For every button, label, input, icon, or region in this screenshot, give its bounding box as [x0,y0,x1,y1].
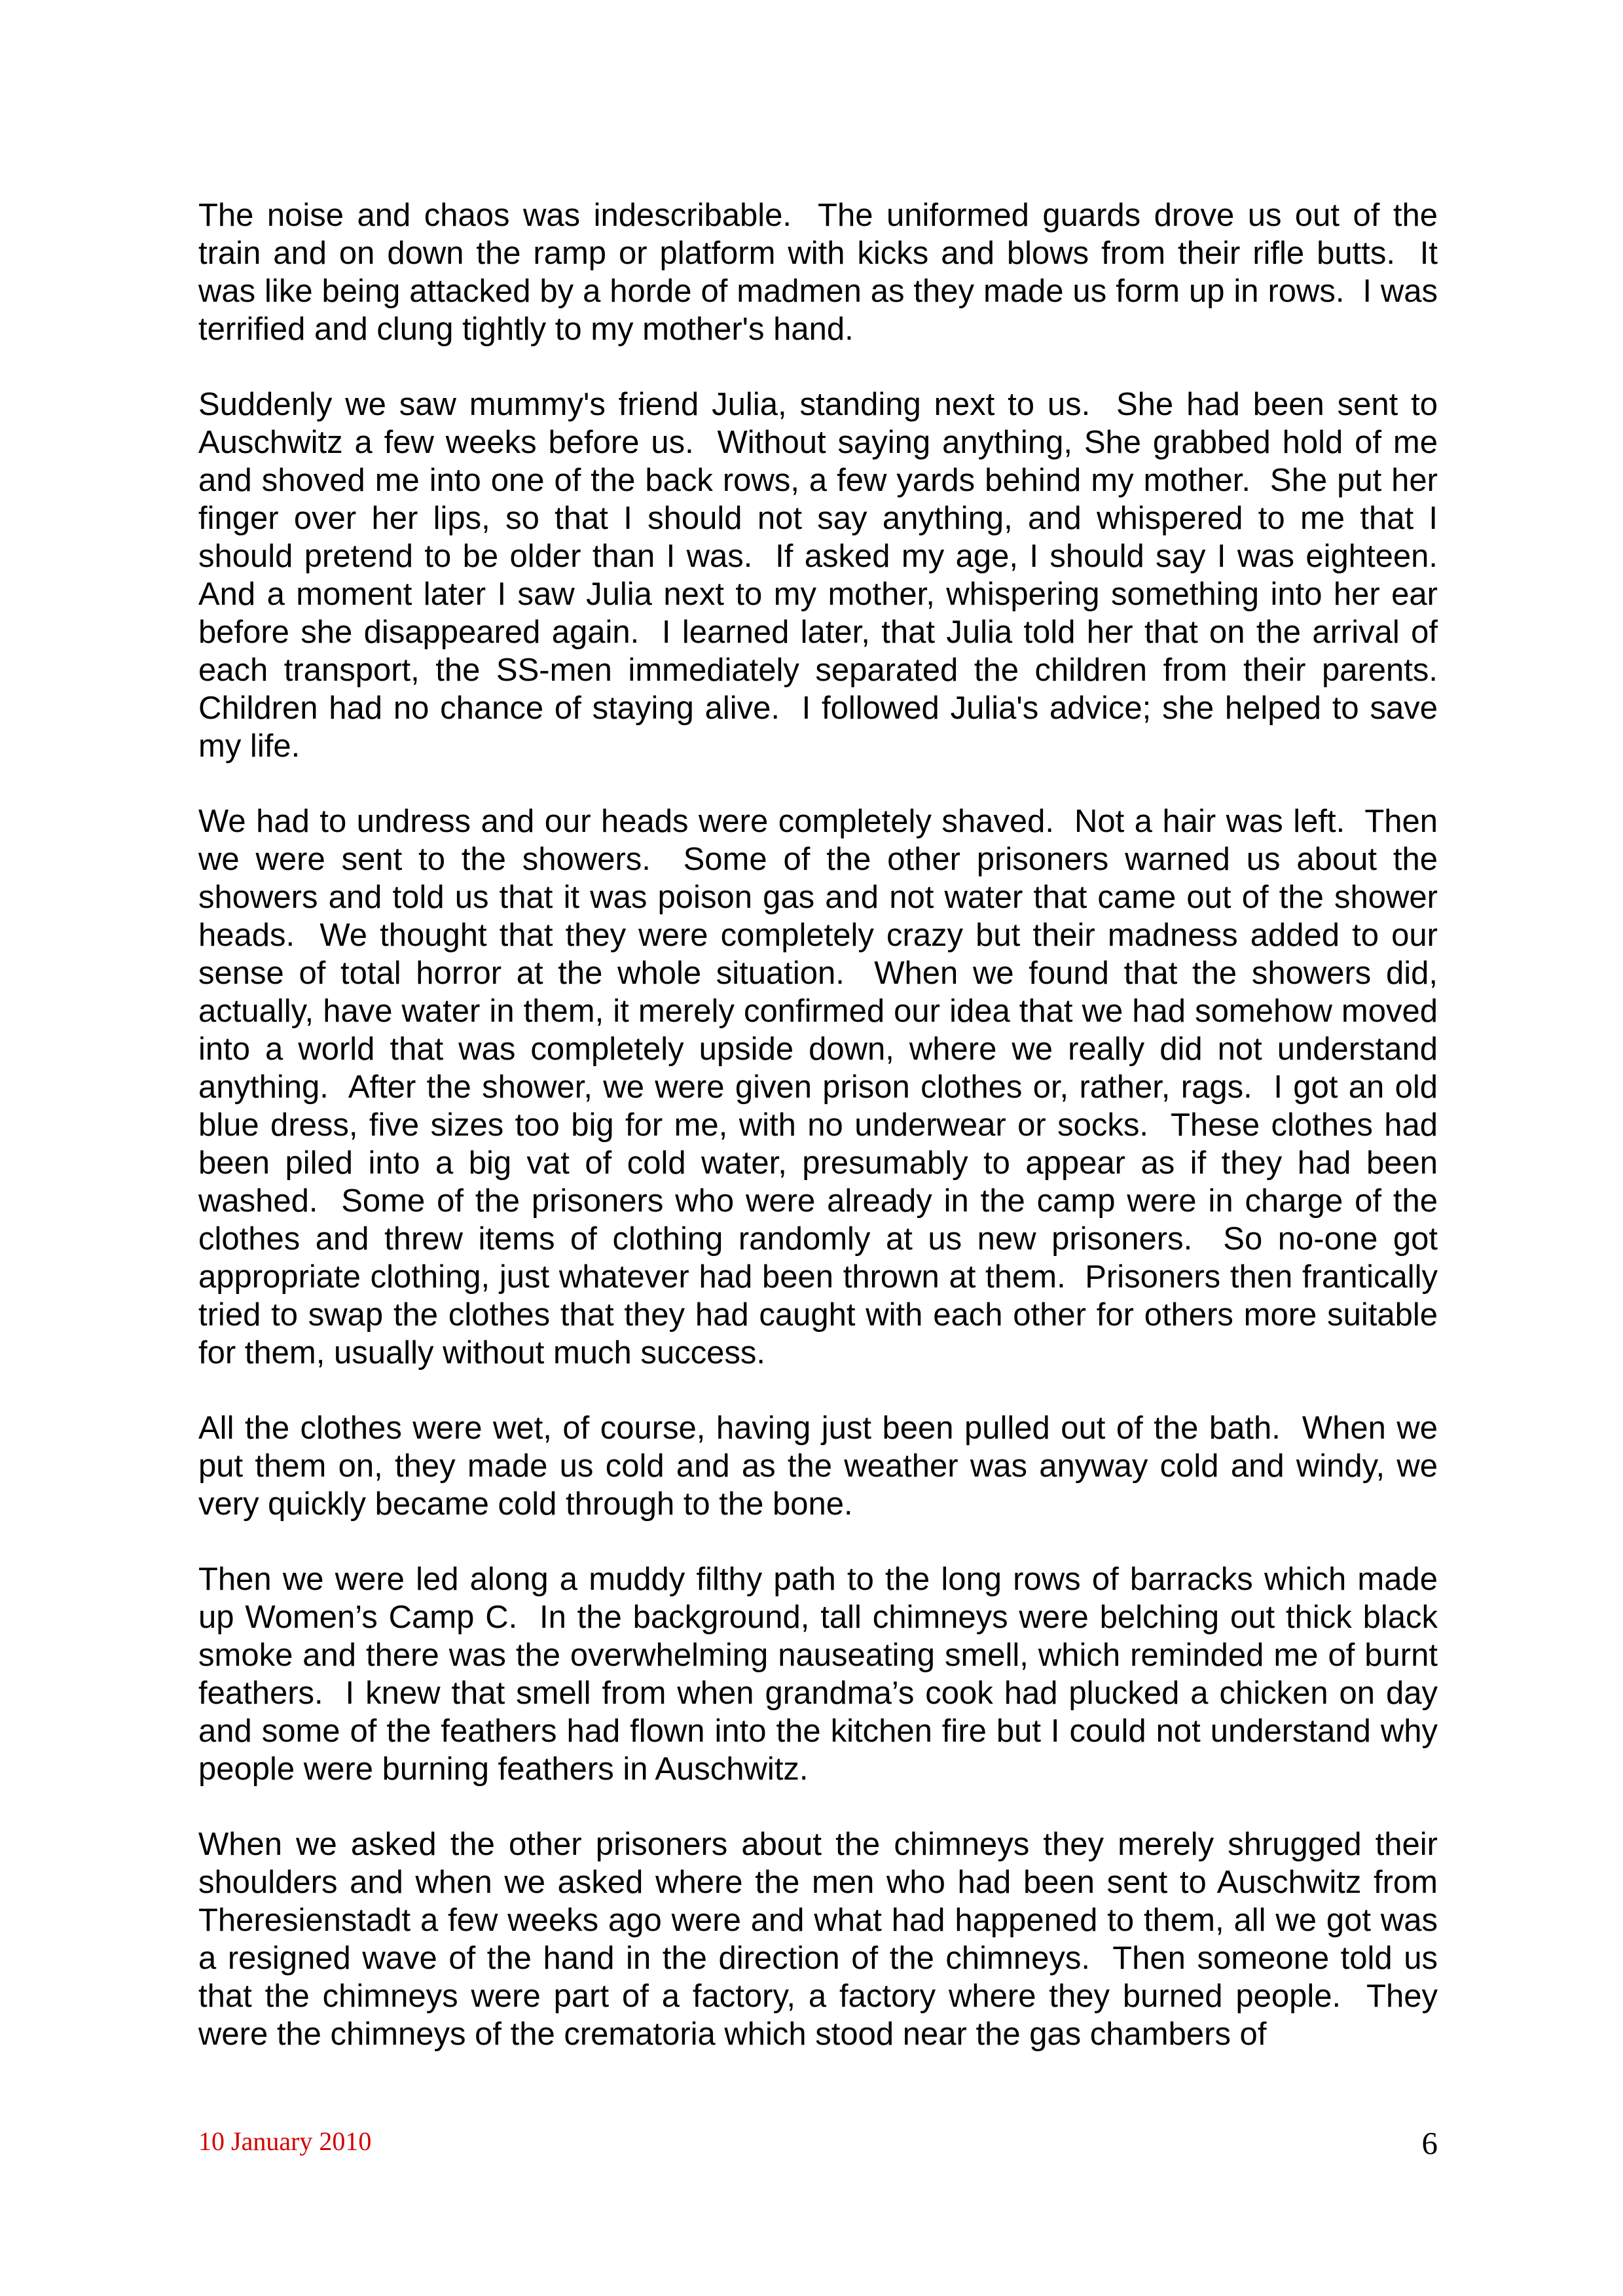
document-body [198,196,1456,2053]
paragraph-4: All the clothes were wet, of course, having just been pulled out of the bath. When we put them on, they made us cold and as the weather was anyway cold and windy, we very quickly became cold through to the bone. [198,1410,1447,1522]
paragraph-3: We had to undress and our heads were completely shaved. Not a hair was left. Then we were sent to the showers. Some of the other prisoners warned us about the showers and told us that it was poison gas and not water that came out of the shower heads. We thought that they were completely crazy but their madness added to our sense of total horror at the whole situation. When we found that the showers did, actually, have water in them, it merely confirmed our idea that we had somehow moved into a world that was completely upside down, where we really did not understand anything. After the shower, we were given prison clothes or, rather, rags. I got an old blue dress, five sizes too big for me, with no underwear or socks. These clothes had been piled into a big vat of cold water, presumably to appear as if they had been washed. Some of the prisoners who were already in the camp were in charge of the clothes and threw items of clothing randomly at us new prisoners. So no-one got appropriate clothing, just whatever had been thrown at them. Prisoners then frantically tried to swap the clothes that they had caught with each other for others more suitable for them, usually without much success. [198,804,1447,1371]
footer-date: 10 January 2010 [198,2126,372,2156]
paragraph-2: Suddenly we saw mummy's friend Julia, standing next to us. She had been sent to Auschwitz a few weeks before us. Without saying anything, She grabbed hold of me and shoved me into one of the back rows, a few yards behind my mother. She put her finger over her lips, so that I should not say anything, and whispered to me that I should pretend to be older than I was. If asked my age, I should say I was eighteen. And a moment later I saw Julia next to my mother, whispering something into her ear before she disappeared again. I learned later, that Julia told her that on the arrival of each transport, the SS-men immediately separated the children from their parents. Children had no chance of staying alive. I followed Julia's advice; she helped to save my life. [198,387,1456,764]
page-number: 6 [1421,2125,1438,2161]
paragraph-6: When we asked the other prisoners about the chimneys they merely shrugged their shoulders and when we asked where the men who had been sent to Auschwitz from Theresienstadt a few weeks ago were and what had happened to them, all we got was a resigned wave of the hand in the direction of the chimneys. Then someone told us that the chimneys were part of a factory, a factory where they burned people. They were the chimneys of the crematoria which stood near the gas chambers of [198,1827,1447,2052]
paragraph-5: Then we were led along a muddy filthy path to the long rows of barracks which made up Women’s Camp C. In the background, tall chimneys were belching out thick black smoke and there was the overwhelming nauseating smell, which reminded me of burnt feathers. I knew that smell from when grandma’s cook had plucked a chicken on day and some of the feathers had flown into the kitchen fire but I could not understand why people were burning feathers in Auschwitz. [198,1562,1447,1787]
paragraph-1: The noise and chaos was indescribable. The uniformed guards drove us out of the train and on down the ramp or platform with kicks and blows from their rifle butts. It was like being attacked by a horde of madmen as they made us form up in rows. I was terrified and clung tightly to my mother's hand. [198,198,1447,347]
